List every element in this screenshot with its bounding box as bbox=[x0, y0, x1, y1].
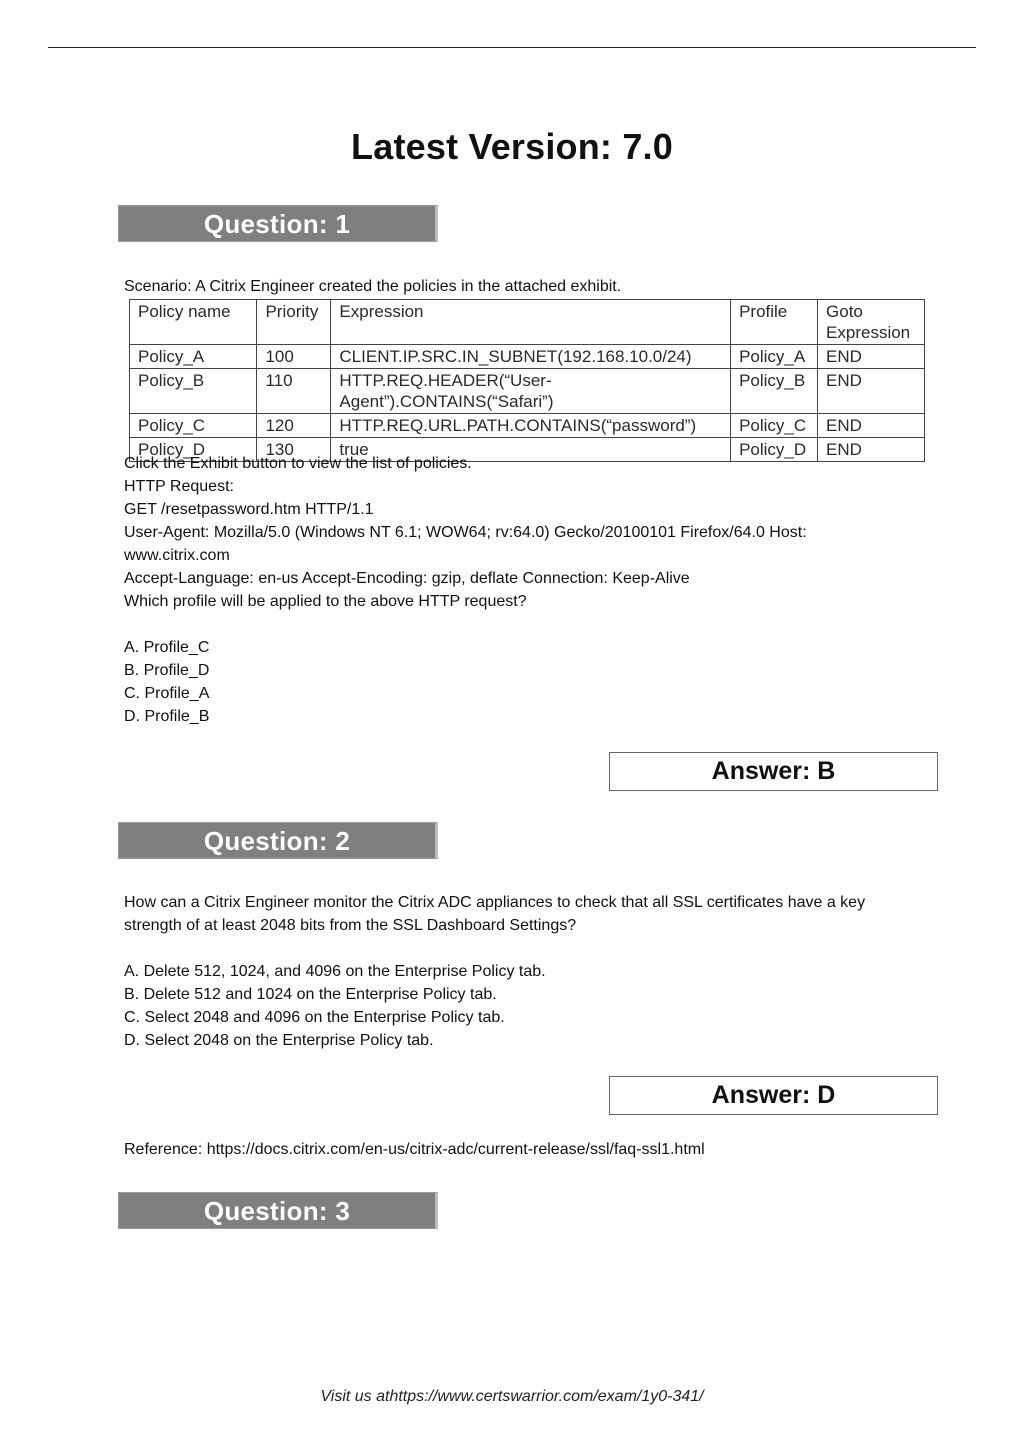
question-2-reference: Reference: https://docs.citrix.com/en-us/citrix-adc/current-release/ssl/faq-ssl1.html bbox=[124, 1141, 705, 1158]
table-cell: CLIENT.IP.SRC.IN_SUBNET(192.168.10.0/24) bbox=[331, 345, 731, 369]
table-cell: 130 bbox=[257, 438, 331, 462]
table-cell: HTTP.REQ.HEADER(“User-Agent”).CONTAINS(“Safari”) bbox=[331, 369, 731, 414]
table-cell: END bbox=[818, 345, 925, 369]
table-cell: Policy_D bbox=[731, 438, 818, 462]
option-c: C. Select 2048 and 4096 on the Enterprise Policy tab. bbox=[124, 1009, 505, 1026]
table-cell: HTTP.REQ.URL.PATH.CONTAINS(“password”) bbox=[331, 414, 731, 438]
table-cell: 120 bbox=[257, 414, 331, 438]
table-row bbox=[130, 369, 925, 414]
table-cell: true bbox=[331, 438, 731, 462]
option-d: D. Profile_B bbox=[124, 708, 210, 725]
exhibit-header-cell: Expression bbox=[331, 300, 731, 345]
question-1-line: User-Agent: Mozilla/5.0 (Windows NT 6.1; WOW64; rv:64.0) Gecko/20100101 Firefox/64.0 Host: bbox=[124, 524, 807, 541]
table-row bbox=[130, 414, 925, 438]
table-cell: 100 bbox=[257, 345, 331, 369]
question-1-heading: Question: 1 bbox=[118, 205, 438, 242]
exhibit-header-cell: Goto Expression bbox=[818, 300, 925, 345]
question-2-line: strength of at least 2048 bits from the SSL Dashboard Settings? bbox=[124, 917, 577, 934]
option-d: D. Select 2048 on the Enterprise Policy tab. bbox=[124, 1032, 434, 1049]
question-1-line: Click the Exhibit button to view the list of policies. bbox=[124, 455, 472, 472]
question-1-line: www.citrix.com bbox=[124, 547, 230, 564]
footer-link-text: Visit us athttps://www.certswarrior.com/exam/1y0-341/ bbox=[320, 1388, 704, 1405]
table-cell: END bbox=[818, 414, 925, 438]
table-cell: Policy_C bbox=[731, 414, 818, 438]
question-2-line: How can a Citrix Engineer monitor the Citrix ADC appliances to check that all SSL certificates have a key bbox=[124, 894, 866, 911]
table-cell: Policy_C bbox=[130, 414, 257, 438]
table-row bbox=[130, 345, 925, 369]
table-cell: Policy_A bbox=[130, 345, 257, 369]
question-1-line: Accept-Language: en-us Accept-Encoding: gzip, deflate Connection: Keep-Alive bbox=[124, 570, 690, 587]
question-1-answer: Answer: B bbox=[609, 752, 938, 791]
table-cell: Policy_D bbox=[130, 438, 257, 462]
exhibit-header-cell: Policy name bbox=[130, 300, 257, 345]
question-2-heading: Question: 2 bbox=[118, 822, 438, 859]
question-1-line: GET /resetpassword.htm HTTP/1.1 bbox=[124, 501, 374, 518]
policy-exhibit-table bbox=[129, 299, 925, 462]
question-1-prompt: Which profile will be applied to the above HTTP request? bbox=[124, 593, 527, 610]
question-1-line: HTTP Request: bbox=[124, 478, 234, 495]
exhibit-header-cell: Priority bbox=[257, 300, 331, 345]
option-a: A. Delete 512, 1024, and 4096 on the Enterprise Policy tab. bbox=[124, 963, 546, 980]
option-b: B. Delete 512 and 1024 on the Enterprise Policy tab. bbox=[124, 986, 497, 1003]
page-title: Latest Version: 7.0 bbox=[351, 126, 673, 167]
question-3-heading: Question: 3 bbox=[118, 1192, 438, 1229]
table-cell: Policy_B bbox=[731, 369, 818, 414]
exhibit-header-cell: Profile bbox=[731, 300, 818, 345]
top-divider bbox=[48, 47, 976, 48]
question-2-answer: Answer: D bbox=[609, 1076, 938, 1115]
option-c: C. Profile_A bbox=[124, 685, 210, 702]
table-cell: END bbox=[818, 438, 925, 462]
table-cell: END bbox=[818, 369, 925, 414]
table-cell: 110 bbox=[257, 369, 331, 414]
option-b: B. Profile_D bbox=[124, 662, 210, 679]
option-a: A. Profile_C bbox=[124, 639, 210, 656]
table-cell: Policy_A bbox=[731, 345, 818, 369]
exhibit-header-row bbox=[130, 300, 925, 345]
table-cell: Policy_B bbox=[130, 369, 257, 414]
question-1-scenario: Scenario: A Citrix Engineer created the policies in the attached exhibit. bbox=[124, 278, 622, 295]
